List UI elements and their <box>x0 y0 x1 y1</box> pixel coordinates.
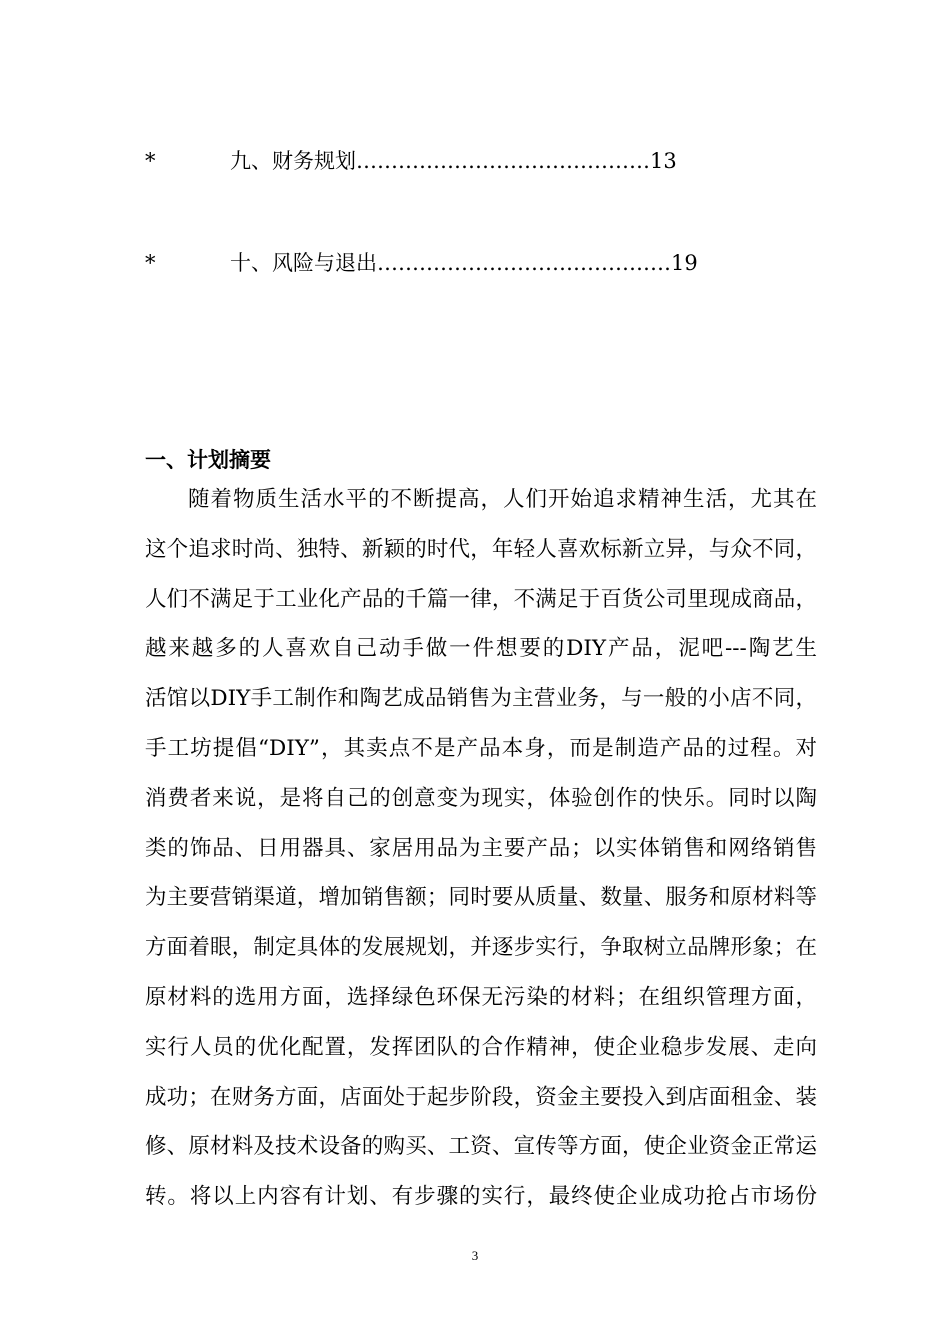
section-heading: 一、计划摘要 <box>145 447 271 472</box>
paragraph-line: 人们不满足于工业化产品的千篇一律，不满足于百货公司里现成商品， <box>145 586 817 612</box>
summary-paragraph <box>145 485 817 1232</box>
page-number: 3 <box>471 1248 479 1263</box>
paragraph-line: 手工坊提倡“DIY”，其卖点不是产品本身，而是制造产品的过程。对 <box>145 735 817 761</box>
toc-bullet: * <box>145 251 156 275</box>
toc-entry-text: 十、风险与退出……………………………………19 <box>230 251 698 275</box>
paragraph-line: 这个追求时尚、独特、新颖的时代，年轻人喜欢标新立异，与众不同， <box>145 536 817 562</box>
paragraph-line: 成功；在财务方面，店面处于起步阶段，资金主要投入到店面租金、装 <box>145 1084 817 1110</box>
paragraph-line: 活馆以DIY手工制作和陶艺成品销售为主营业务，与一般的小店不同， <box>145 686 817 712</box>
paragraph-line: 越来越多的人喜欢自己动手做一件想要的DIY产品，泥吧---陶艺生 <box>145 636 817 662</box>
paragraph-line: 消费者来说，是将自己的创意变为现实，体验创作的快乐。同时以陶 <box>145 785 817 811</box>
paragraph-line: 为主要营销渠道，增加销售额；同时要从质量、数量、服务和原材料等 <box>145 885 817 911</box>
paragraph-line: 方面着眼，制定具体的发展规划，并逐步实行，争取树立品牌形象；在 <box>145 935 817 961</box>
paragraph-line: 原材料的选用方面，选择绿色环保无污染的材料；在组织管理方面， <box>145 984 817 1010</box>
paragraph-line: 类的饰品、日用器具、家居用品为主要产品；以实体销售和网络销售 <box>145 835 817 861</box>
toc-entry-text: 九、财务规划……………………………………13 <box>230 149 677 173</box>
paragraph-line: 修、原材料及技术设备的购买、工资、宣传等方面，使企业资金正常运 <box>145 1134 817 1160</box>
paragraph-line: 随着物质生活水平的不断提高，人们开始追求精神生活，尤其在 <box>188 487 817 512</box>
paragraph-line: 实行人员的优化配置，发挥团队的合作精神，使企业稳步发展、走向 <box>145 1034 817 1060</box>
toc-bullet: * <box>145 149 156 173</box>
paragraph-line: 转。将以上内容有计划、有步骤的实行，最终使企业成功抢占市场份 <box>145 1184 817 1210</box>
